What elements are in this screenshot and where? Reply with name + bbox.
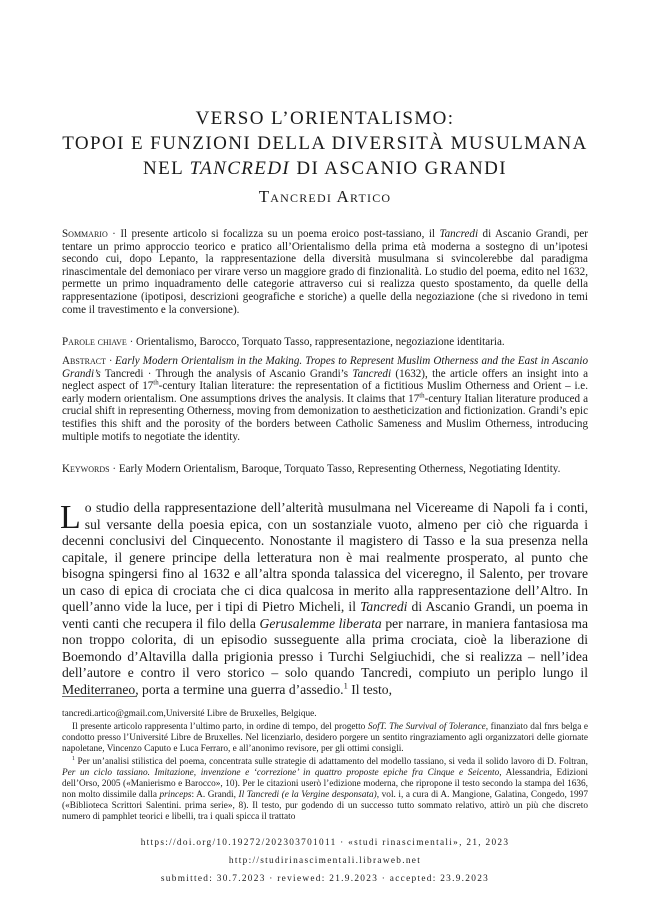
keywords-label: Keywords (62, 463, 110, 475)
ack-text-1: Il presente articolo rappresenta l’ultimo parto, in ordine di tempo, del progetto (72, 722, 368, 732)
body-text-3: per narrare, in maniera fantasiosa ma non troppo colorita, di un episodio susseguente alla prima crociata, cioè la liberazione di Boemondo d’Altavilla dalla prigionia presso i Turchi Selgiuchidi, che si realizza – nell’idea dell’autore e contro il vero storico – solo quando Tancredi, compiuto un periplo lungo il Mediterraneo, porta a termine una guerra d’assedio. (62, 615, 589, 697)
submission-dates: submitted: 30.7.2023 · reviewed: 21.9.2023 · accepted: 23.9.2023 (160, 874, 490, 884)
article-title-line-3 (40, 157, 610, 180)
footnote-divider (62, 696, 137, 697)
abstract-text-5: -century Italian literature produced a crucial shift in representing Otherness, moving from demonization to aestheticization and fictionization. Grandi’s epic testifies this shift and the porosity of the borders between Catholic Sameness and Muslim Otherness, introducing multiple motifs to negotiate the identity. (62, 392, 588, 443)
body-italic-gerusalemme: Gerusalemme liberata (259, 615, 382, 631)
fn1-italic-1: Per un ciclo tassiano. Imitazione, invenzione e ‘correzione’ in quattro proposte epiche fra Cinque e Seicento (62, 768, 500, 779)
fn1-italic-3: Il Tancredi (e la Vergine desponsata) (238, 790, 377, 801)
body-italic-tancredi: Tancredi (360, 599, 408, 614)
abstract-sup-1: th (153, 379, 159, 387)
doi-line[interactable]: https://doi.org/10.19272/202303701011 · «studi rinascimentali», 21, 2023 (140, 838, 510, 848)
body-paragraph (62, 500, 588, 698)
article-title-line-2: TOPOI E FUNZIONI DELLA DIVERSITÀ MUSULMANA (62, 133, 588, 154)
fn1-italic-2: princeps (159, 790, 192, 801)
parole-chiave-label: Parole chiave (62, 336, 127, 348)
acknowledgement-note (62, 722, 588, 755)
author-affiliation-note: tancredi.artico@gmail.com,Université Libre de Bruxelles, Belgique. (62, 709, 317, 719)
body-text-4: Il testo, (347, 681, 392, 697)
fn1-text-b: , Alessandria, Edizioni dell’Orso, 2005 («Manierismo e Barocco», 10). Per le citazioni userò l’edizione moderna, che ripropone il testo secondo la stampa del 1636, non molto dissimile dalla (62, 768, 588, 801)
sommario-text-1: · Il presente articolo si focalizza su un poema eroico post-tassiano, il (107, 228, 440, 240)
parole-chiave-paragraph (62, 336, 588, 349)
fn1-text-a: Per un’analisi stilistica del poema, concentrata sulle strategie di adattamento del modello tassiano, si veda il solido lavoro di D. Foltran, (74, 757, 588, 767)
footnote-ref-1[interactable]: 1 (343, 679, 348, 690)
abstract-sup-2: th (419, 392, 425, 400)
drop-cap: L (60, 499, 81, 536)
abstract-text-4: -century Italian literature: the representation of a fictitious Muslim Otherness and Orient – i.e. early modern orientalism. One assumptions drives the analysis. It claims that 17 (62, 380, 588, 405)
abstract-text-1: Tancredi (100, 367, 144, 380)
abstract-text-2: · Through the analysis of Ascanio Grandi’s (143, 367, 353, 380)
sommario-italic-1: Tancredi (439, 228, 479, 240)
abstract-text-3: (1632), the article offers an insight into a neglect aspect of 17 (62, 367, 588, 393)
article-title-line-1: VERSO L’ORIENTALISMO: (195, 108, 455, 129)
sommario-paragraph (62, 228, 588, 316)
parole-chiave-text: · Orientalismo, Barocco, Torquato Tasso, rappresentazione, negoziazione identitaria. (126, 336, 505, 348)
footnote-1-number: 1 (72, 755, 75, 762)
abstract-label: Abstract (62, 355, 107, 367)
fn1-text-c: : A. Grandi, (191, 790, 239, 801)
body-text-1: o studio della rappresentazione dell’alterità musulmana nel Vicereame di Napoli fa i conti, sul versante della poesia epica, con un sostanziale vuoto, almeno per ciò che riguarda i decenni conclusivi del Cinquecento. Nonostante il magistero di Tasso e la sua presenza nella capitale, il genere principe della letteratura non è mai realmente prosperato, al punto che bisogna spingersi fino al 1632 e all’altra sponda talassica del viceregno, il Salento, per trovare un caso di epica di crociata che ci dica qualcosa in merito alla rappresentazione dell’Altro. In quell’anno vide la luce, per i tipi di Pietro Micheli, il (62, 500, 588, 614)
journal-url[interactable]: http://studirinascimentali.libraweb.net (228, 856, 422, 866)
sommario-text-2: di Ascanio Grandi, per tentare un primo approccio teorico e pratico all’Orientalismo della prima età moderna a sostegno di un’ipotesi secondo cui, dopo Lepanto, la rappresentazione della diversità musulmana si svincolerebbe dal paradigma rinascimentale del demoniaco per virare verso un maggiore grado di finzionalità. Lo studio del poema, edito nel 1632, permette un primo inquadramento delle categorie attraverso cui si realizza questo spostamento, da quelle della rappresentazione (ipotiposi, descrizioni geografiche e storiche) a quelle della negoziazione (che si rivedono in temi come il travestimento e la conversione). (62, 228, 588, 316)
abstract-italic-tancredi: Tancredi (352, 367, 392, 380)
title-line-3-end: DI ASCANIO GRANDI (290, 158, 507, 179)
title-line-3-start: NEL (143, 158, 190, 179)
footnote-1 (62, 757, 588, 824)
fn1-text-d: , vol. i, a cura di A. Mangione, Galatina, Congedo, 1997 («Biblioteca Scrittori Salentini. prima serie», 8). Il testo, pur godendo di un successo tutto sommato relativo, attirò un più che discreto numero di pamphlet teorici e libelli, tra i quali spicca il trattato (62, 790, 588, 823)
abstract-italic-title: · Early Modern Orientalism in the Making. Tropes to Represent Muslim Otherness and the East in Ascanio Grandi’s (62, 355, 588, 380)
keywords-paragraph (62, 463, 588, 476)
ack-project-title: SofT. The Survival of Tolerance (367, 722, 486, 732)
abstract-paragraph (62, 355, 588, 443)
body-text-2: di Ascanio Grandi, un poema in venti canti che recupera il filo della (62, 599, 588, 631)
ack-text-2: , finanziato dal fnrs belga e condotto presso l’Université Libre de Bruxelles. Nel licenziarlo, desidero porgere un sentito ringraziamento agli organizzatori delle giornate napoletane, Vincenzo Caputo e Luca Ferraro, e all’anonimo revisore, per gli ottimi consigli. (62, 722, 589, 755)
sommario-label: Sommario (62, 228, 108, 240)
keywords-text: · Early Modern Orientalism, Baroque, Torquato Tasso, Representing Otherness, Negotiating Identity. (109, 463, 561, 475)
title-italic-tancredi: TANCREDI (189, 158, 291, 179)
author-name: Tancredi Artico (258, 187, 392, 206)
